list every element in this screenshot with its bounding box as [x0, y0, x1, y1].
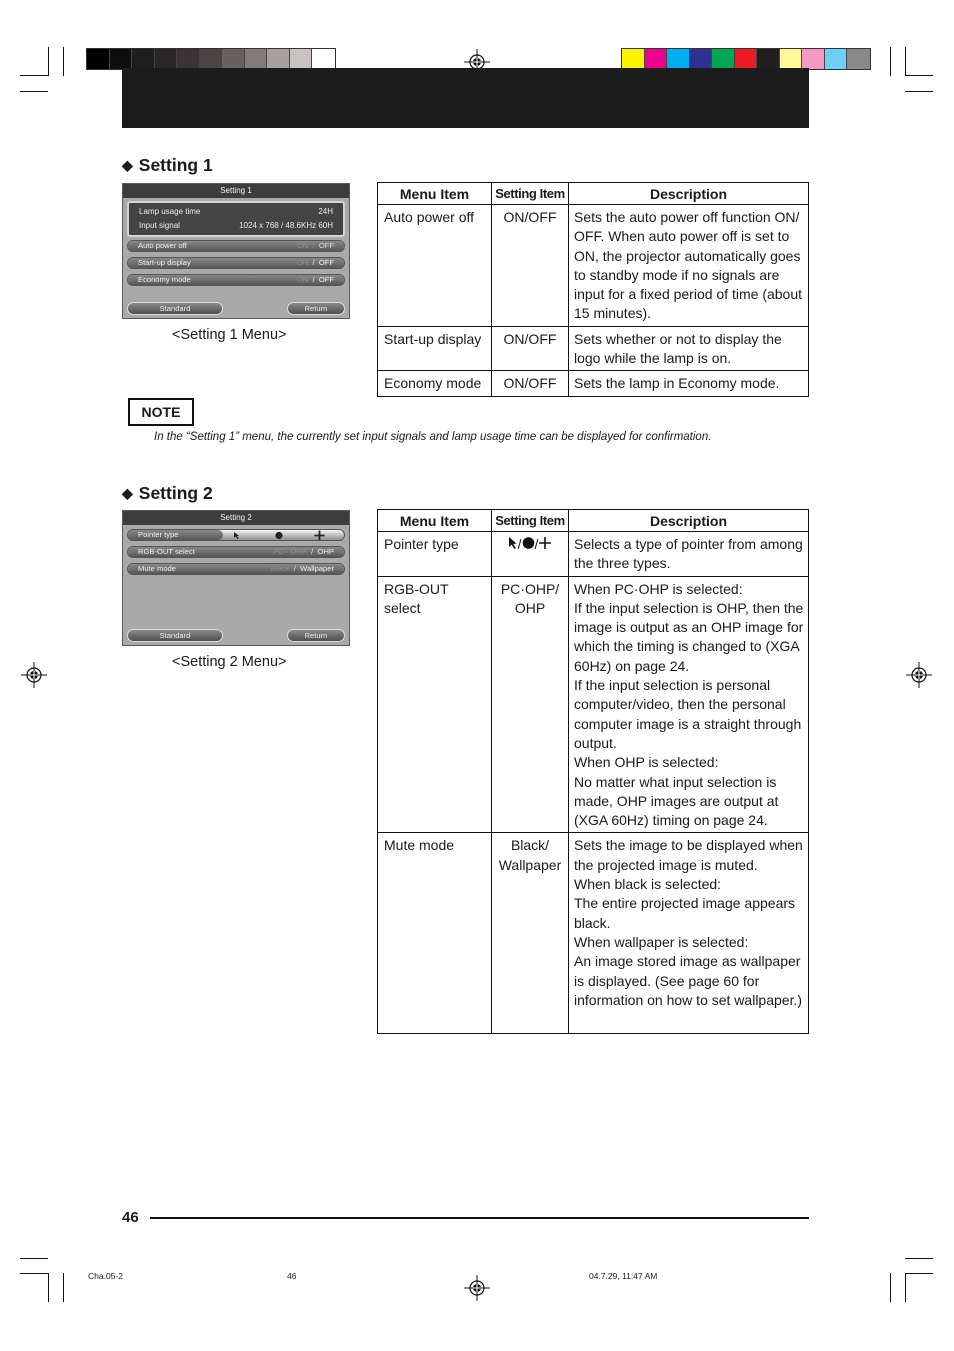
crop-mark [20, 75, 48, 76]
color-swatch [757, 49, 780, 69]
slug-file-name: Cha.05-2 [88, 1271, 123, 1281]
crop-mark [48, 47, 49, 76]
setting1-osd-menu [122, 183, 350, 319]
description-line: Sets the image to be displayed when the projected image is muted. [574, 837, 803, 873]
osd-info-row [139, 219, 333, 233]
description-line: An image stored image as wallpaper is displayed. (See page 60 for information on how to set wallpaper.) [574, 953, 803, 1008]
color-swatch [712, 49, 735, 69]
osd-item-value [273, 547, 334, 557]
setting1-menu-caption: <Setting 1 Menu> [172, 327, 287, 343]
osd-separator: / [312, 241, 315, 250]
color-swatch [222, 49, 245, 69]
description-line: When OHP is selected: [574, 754, 719, 771]
footer-rule [150, 1217, 809, 1219]
menu-item-cell: Pointer type [378, 532, 492, 577]
osd-option: Wallpaper [300, 564, 334, 573]
note-text: In the “Setting 1” menu, the currently set input signals and lamp usage time can be displayed for confirmation. [154, 431, 712, 443]
setting-item-line: PC·OHP/ [500, 580, 560, 597]
color-swatch [690, 49, 713, 69]
table-row [378, 326, 809, 371]
cross-pointer-icon [314, 530, 325, 541]
osd-item-startup-display [127, 257, 345, 269]
description-line: If the input selection is personal computer/video, then the personal computer image is a straight through output. [574, 677, 802, 751]
description-cell: Sets the auto power off function ON/ OFF. When auto power off is set to ON, the projector automatically goes to standby mode if no signals are input for a fixed period of time (about 15 minutes). [569, 205, 809, 327]
slug-page-number: 46 [287, 1271, 297, 1281]
osd-option: OFF [318, 275, 334, 284]
osd-buttons [127, 302, 345, 315]
crop-mark [905, 91, 933, 92]
osd-item-rgb-out-select [127, 546, 345, 558]
description-line: When wallpaper is selected: [574, 933, 749, 950]
table-row [378, 205, 809, 327]
slug-timestamp: 04.7.29, 11:47 AM [589, 1271, 658, 1281]
osd-item-label: Start-up display [128, 258, 344, 268]
osd-separator: / [312, 275, 315, 284]
color-swatch [155, 49, 178, 69]
osd-item-label: Mute mode [128, 564, 344, 574]
color-swatch [802, 49, 825, 69]
registration-mark-icon [906, 662, 932, 688]
osd-item-label: Pointer type [128, 530, 223, 540]
section-title-setting1 [122, 155, 213, 176]
color-swatch [780, 49, 803, 69]
osd-item-label: Economy mode [128, 275, 344, 285]
color-swatch [667, 49, 690, 69]
crop-mark [905, 47, 906, 76]
osd-return-button: Return [287, 629, 345, 642]
osd-item-value [297, 275, 334, 285]
setting2-menu-caption: <Setting 2 Menu> [172, 654, 287, 670]
osd-separator: / [311, 547, 314, 556]
color-swatch [645, 49, 668, 69]
osd-info-label: Lamp usage time [139, 207, 201, 216]
osd-item-value [297, 258, 334, 268]
menu-item-line: select [384, 599, 421, 616]
section-title-setting2 [122, 483, 213, 504]
circle-pointer-icon [522, 536, 535, 550]
diamond-bullet-icon: ◆ [122, 157, 133, 173]
setting-item-cell: ON/OFF [492, 205, 569, 327]
osd-separator: / [293, 564, 296, 573]
osd-option: ON [296, 275, 309, 284]
osd-option: PC · OHP [273, 547, 307, 556]
color-swatch [290, 49, 313, 69]
section-title-text: Setting 2 [138, 483, 213, 503]
osd-item-economy-mode [127, 274, 345, 286]
crop-mark [905, 1273, 933, 1274]
menu-item-cell: Auto power off [378, 205, 492, 327]
setting-item-cell [492, 532, 569, 577]
menu-item-line: RGB-OUT [384, 580, 449, 597]
color-swatch [825, 49, 848, 69]
color-swatch [267, 49, 290, 69]
crop-mark [890, 47, 891, 76]
description-cell: Sets whether or not to display the logo while the lamp is on. [569, 326, 809, 371]
osd-info-label: Input signal [139, 221, 180, 230]
osd-separator: / [312, 258, 315, 267]
registration-mark-icon [464, 1275, 490, 1301]
note-label: NOTE [128, 398, 194, 426]
table-header-row [378, 510, 809, 532]
color-swatch [200, 49, 223, 69]
osd-option: OFF [318, 258, 334, 267]
description-line: No matter what input selection is made, OHP images are output at (XGA 60Hz) timing on page 24. [574, 773, 779, 829]
osd-return-button: Return [287, 302, 345, 315]
osd-item-value [271, 564, 334, 574]
separator: / [534, 536, 539, 552]
column-header: Menu Item [378, 183, 492, 205]
setting2-table [377, 509, 809, 1034]
menu-item-cell: Economy mode [378, 371, 492, 396]
crop-mark [905, 75, 933, 76]
description-line: The entire projected image appears black. [574, 895, 796, 931]
color-swatch [132, 49, 155, 69]
setting-item-line: OHP [514, 599, 546, 616]
osd-title: Setting 2 [123, 511, 349, 525]
crop-mark [63, 47, 64, 76]
table-row [378, 532, 809, 577]
table-row [378, 371, 809, 396]
osd-item-auto-power-off [127, 240, 345, 252]
menu-item-cell [378, 576, 492, 833]
color-swatch [622, 49, 645, 69]
crop-mark [20, 91, 48, 92]
page-number: 46 [122, 1209, 139, 1226]
description-cell: Sets the lamp in Economy mode. [569, 371, 809, 396]
description-cell [569, 833, 809, 1034]
menu-item-cell: Mute mode [378, 833, 492, 1034]
section-title-text: Setting 1 [138, 155, 213, 175]
setting-item-line: Wallpaper [498, 856, 562, 873]
setting-item-cell [492, 833, 569, 1034]
crop-mark [905, 1258, 933, 1259]
menu-item-cell: Start-up display [378, 326, 492, 371]
description-line: If the input selection is OHP, then the image is output as an OHP image for which the timing is changed to (XGA 60Hz) on page 24. [574, 599, 804, 674]
setting-item-cell: ON/OFF [492, 326, 569, 371]
color-swatch [177, 49, 200, 69]
header-bar [122, 68, 809, 128]
osd-info-row [139, 205, 333, 219]
color-swatch [87, 49, 110, 69]
color-swatch [110, 49, 133, 69]
osd-standard-button: Standard [127, 629, 223, 642]
column-header: Description [569, 183, 809, 205]
description-cell [569, 576, 809, 833]
color-swatch [312, 49, 335, 69]
osd-buttons [127, 629, 345, 642]
setting-item-cell [492, 576, 569, 833]
process-color-bar [621, 48, 871, 70]
circle-pointer-icon [274, 531, 284, 540]
osd-info-value: 1024 x 768 / 48.6KHz 60H [239, 221, 333, 230]
registration-mark-icon [21, 662, 47, 688]
osd-item-label: RGB-OUT select [128, 547, 344, 557]
color-swatch [245, 49, 268, 69]
osd-option: OFF [318, 241, 334, 250]
column-header: Setting Item [492, 183, 569, 205]
cross-pointer-icon [538, 536, 552, 550]
color-swatch [847, 49, 870, 69]
setting-item-cell: ON/OFF [492, 371, 569, 396]
diamond-bullet-icon: ◆ [122, 485, 133, 501]
description-line: When black is selected: [574, 876, 722, 893]
arrow-pointer-icon [232, 531, 244, 540]
crop-mark [20, 1258, 48, 1259]
crop-mark [905, 1273, 906, 1302]
table-row [378, 576, 809, 833]
osd-standard-button: Standard [127, 302, 223, 315]
osd-title: Setting 1 [123, 184, 349, 198]
column-header: Menu Item [378, 510, 492, 532]
osd-option: ON [296, 241, 309, 250]
osd-option: ON [296, 258, 309, 267]
setting-item-line: Black/ [510, 837, 550, 854]
osd-option: OHP [317, 547, 334, 556]
osd-item-value [297, 241, 334, 251]
osd-info-value: 24H [318, 207, 333, 216]
setting2-osd-menu [122, 510, 350, 646]
color-swatch [735, 49, 758, 69]
table-header-row [378, 183, 809, 205]
crop-mark [48, 1273, 49, 1302]
osd-info-panel [127, 201, 345, 237]
description-line: When PC·OHP is selected: [574, 580, 743, 597]
osd-item-pointer-type [127, 529, 345, 541]
arrow-pointer-icon [508, 536, 518, 550]
osd-option: Black [270, 564, 290, 573]
description-cell: Selects a type of pointer from among the three types. [569, 532, 809, 577]
column-header: Setting Item [492, 510, 569, 532]
setting1-table [377, 182, 809, 397]
osd-item-label: Auto power off [128, 241, 344, 251]
column-header: Description [569, 510, 809, 532]
crop-mark [20, 1273, 48, 1274]
crop-mark [63, 1273, 64, 1302]
grayscale-color-bar [86, 48, 336, 70]
osd-item-mute-mode [127, 563, 345, 575]
crop-mark [890, 1273, 891, 1302]
separator: / [517, 536, 522, 552]
table-row [378, 833, 809, 1034]
